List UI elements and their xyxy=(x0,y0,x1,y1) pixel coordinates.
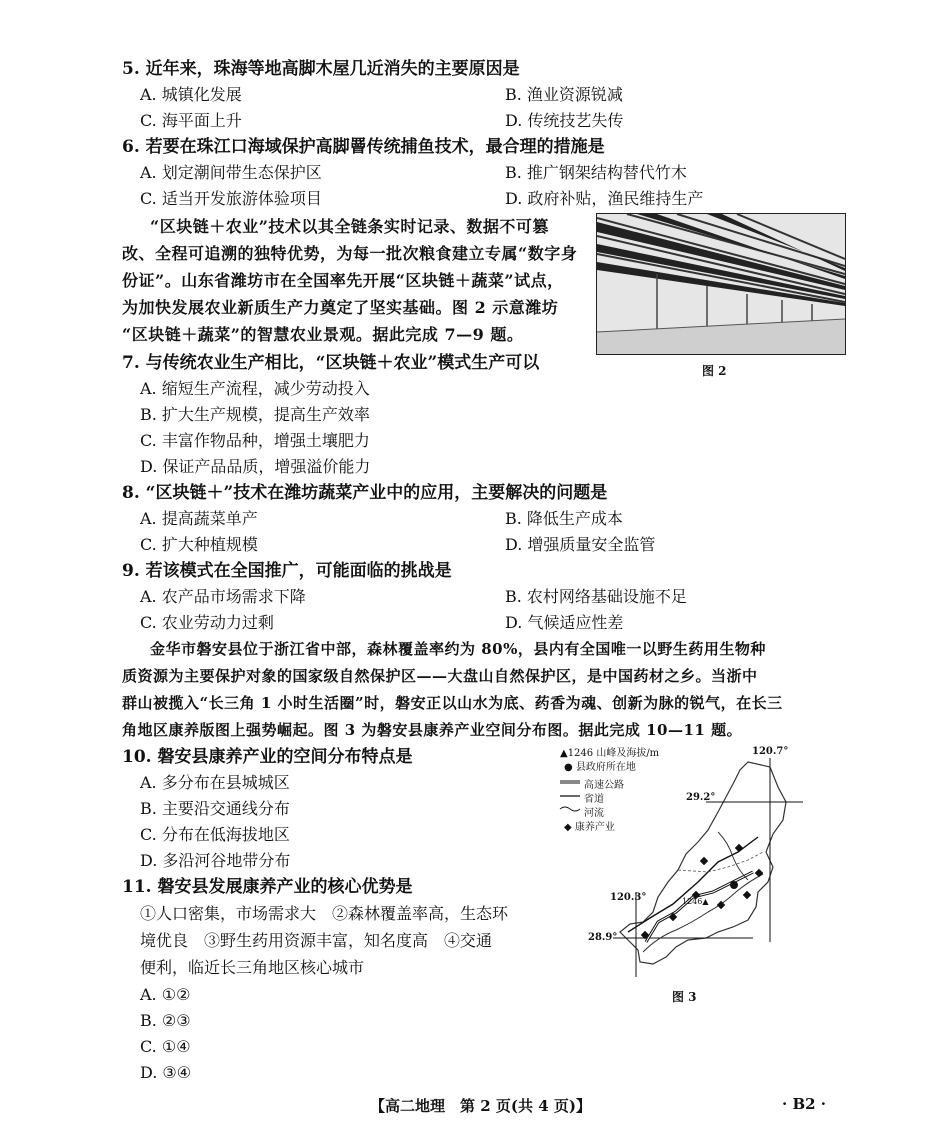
label-lat-28-9: 28.9° xyxy=(588,932,618,943)
fig3-caption: 图 3 xyxy=(672,990,697,1004)
passage1-line-3: 份证”。山东省潍坊市在全国率先开展“区块链＋蔬菜”试点， xyxy=(122,271,564,290)
q11-statement-line-1: ①人口密集，市场需求大 ②森林覆盖率高，生态环 xyxy=(140,904,509,923)
q7-stem: 7. 与传统农业生产相比，“区块链＋农业”模式生产可以 xyxy=(122,353,540,373)
q11-statement-line-2: 境优良 ③野生药用资源丰富，知名度高 ④交通 xyxy=(140,931,493,950)
q5-option-c: C. 海平面上升 xyxy=(140,111,242,130)
passage1-line-2: 改、全程可追溯的独特优势，为每一批次粮食建立专属“数字身 xyxy=(122,244,578,263)
q9-option-b: B. 农村网络基础设施不足 xyxy=(505,587,687,606)
fig2-caption: 图 2 xyxy=(702,364,727,378)
label-lon-120-7: 120.7° xyxy=(752,746,789,757)
q6-option-d: D. 政府补贴，渔民维持生产 xyxy=(505,189,704,208)
q6-stem: 6. 若要在珠江口海域保护高脚罾传统捕鱼技术，最合理的措施是 xyxy=(122,137,605,157)
label-lat-29-2: 29.2° xyxy=(686,792,716,803)
peak-label: 1246▲ xyxy=(682,897,709,906)
q8-option-c: C. 扩大种植规模 xyxy=(140,535,258,554)
q6-option-c: C. 适当开发旅游体验项目 xyxy=(140,189,322,208)
greenhouse-illustration xyxy=(597,214,845,354)
legend-provincial-road: 省道 xyxy=(584,794,604,805)
passage2-line-1: 金华市磐安县位于浙江省中部，森林覆盖率约为 80%，县内有全国唯一以野生药用生物种 xyxy=(150,640,766,658)
passage2-line-2: 质资源为主要保护对象的国家级自然保护区——大盘山自然保护区，是中国药材之乡。当浙中 xyxy=(122,667,758,685)
passage1-line-5: “区块链＋蔬菜”的智慧农业景观。据此完成 7—9 题。 xyxy=(122,325,524,344)
panan-map xyxy=(558,742,803,982)
passage2-line-4: 角地区康养版图上强势崛起。图 3 为磐安县康养产业空间分布图。据此完成 10—11 题。 xyxy=(122,721,743,739)
legend-peak: ▲1246 山峰及海拔/m xyxy=(560,748,660,759)
q6-option-b: B. 推广钢架结构替代竹木 xyxy=(505,163,687,182)
q10-option-b: B. 主要沿交通线分布 xyxy=(140,799,290,818)
legend-highway: 高速公路 xyxy=(584,780,624,791)
greenhouse-photo xyxy=(596,213,846,355)
q7-option-b: B. 扩大生产规模，提高生产效率 xyxy=(140,405,370,424)
q8-option-b: B. 降低生产成本 xyxy=(505,509,623,528)
q11-statement-line-3: 便利，临近长三角地区核心城市 xyxy=(140,958,365,977)
q11-option-b: B. ②③ xyxy=(140,1011,191,1030)
q10-stem: 10. 磐安县康养产业的空间分布特点是 xyxy=(122,747,413,767)
q5-stem: 5. 近年来，珠海等地高脚木屋几近消失的主要原因是 xyxy=(122,59,520,79)
q7-option-c: C. 丰富作物品种，增强土壤肥力 xyxy=(140,431,370,450)
q8-option-a: A. 提高蔬菜单产 xyxy=(140,509,258,528)
q5-option-a: A. 城镇化发展 xyxy=(140,85,242,104)
passage1-line-4: 为加快发展农业新质生产力奠定了坚实基础。图 2 示意潍坊 xyxy=(122,298,559,317)
q9-stem: 9. 若该模式在全国推广，可能面临的挑战是 xyxy=(122,561,452,581)
q11-option-d: D. ③④ xyxy=(140,1063,192,1082)
q9-option-c: C. 农业劳动力过剩 xyxy=(140,613,274,632)
footer-title: 【高二地理 第 2 页(共 4 页)】 xyxy=(370,1097,591,1115)
legend-river: 河流 xyxy=(584,808,604,819)
passage1-line-1: “区块链＋农业”技术以其全链条实时记录、数据不可篡 xyxy=(150,217,549,236)
q9-option-d: D. 气候适应性差 xyxy=(505,613,624,632)
q10-option-d: D. 多沿河谷地带分布 xyxy=(140,851,291,870)
legend-county-seat: ● 县政府所在地 xyxy=(564,762,636,773)
q8-option-d: D. 增强质量安全监管 xyxy=(505,535,656,554)
q8-stem: 8. “区块链＋”技术在潍坊蔬菜产业中的应用，主要解决的问题是 xyxy=(122,483,608,503)
q10-option-a: A. 多分布在县城城区 xyxy=(140,773,290,792)
county-seat xyxy=(730,881,738,889)
q11-stem: 11. 磐安县发展康养产业的核心优势是 xyxy=(122,877,413,897)
q6-option-a: A. 划定潮间带生态保护区 xyxy=(140,163,322,182)
q10-option-c: C. 分布在低海拔地区 xyxy=(140,825,290,844)
q7-option-a: A. 缩短生产流程，减少劳动投入 xyxy=(140,379,370,398)
footer-code: · B2 · xyxy=(782,1095,827,1113)
q5-option-b: B. 渔业资源锐减 xyxy=(505,85,623,104)
passage2-line-3: 群山被揽入“长三角 1 小时生活圈”时，磐安正以山水为底、药香为魂、创新为脉的锐气，在长三 xyxy=(122,694,783,712)
legend-health-industry: ◆ 康养产业 xyxy=(564,822,615,833)
q11-option-a: A. ①② xyxy=(140,985,191,1004)
q11-option-c: C. ①④ xyxy=(140,1037,191,1056)
q5-option-d: D. 传统技艺失传 xyxy=(505,111,624,130)
q9-option-a: A. 农产品市场需求下降 xyxy=(140,587,306,606)
q7-option-d: D. 保证产品品质，增强溢价能力 xyxy=(140,457,371,476)
label-lon-120-3: 120.3° xyxy=(610,892,647,903)
